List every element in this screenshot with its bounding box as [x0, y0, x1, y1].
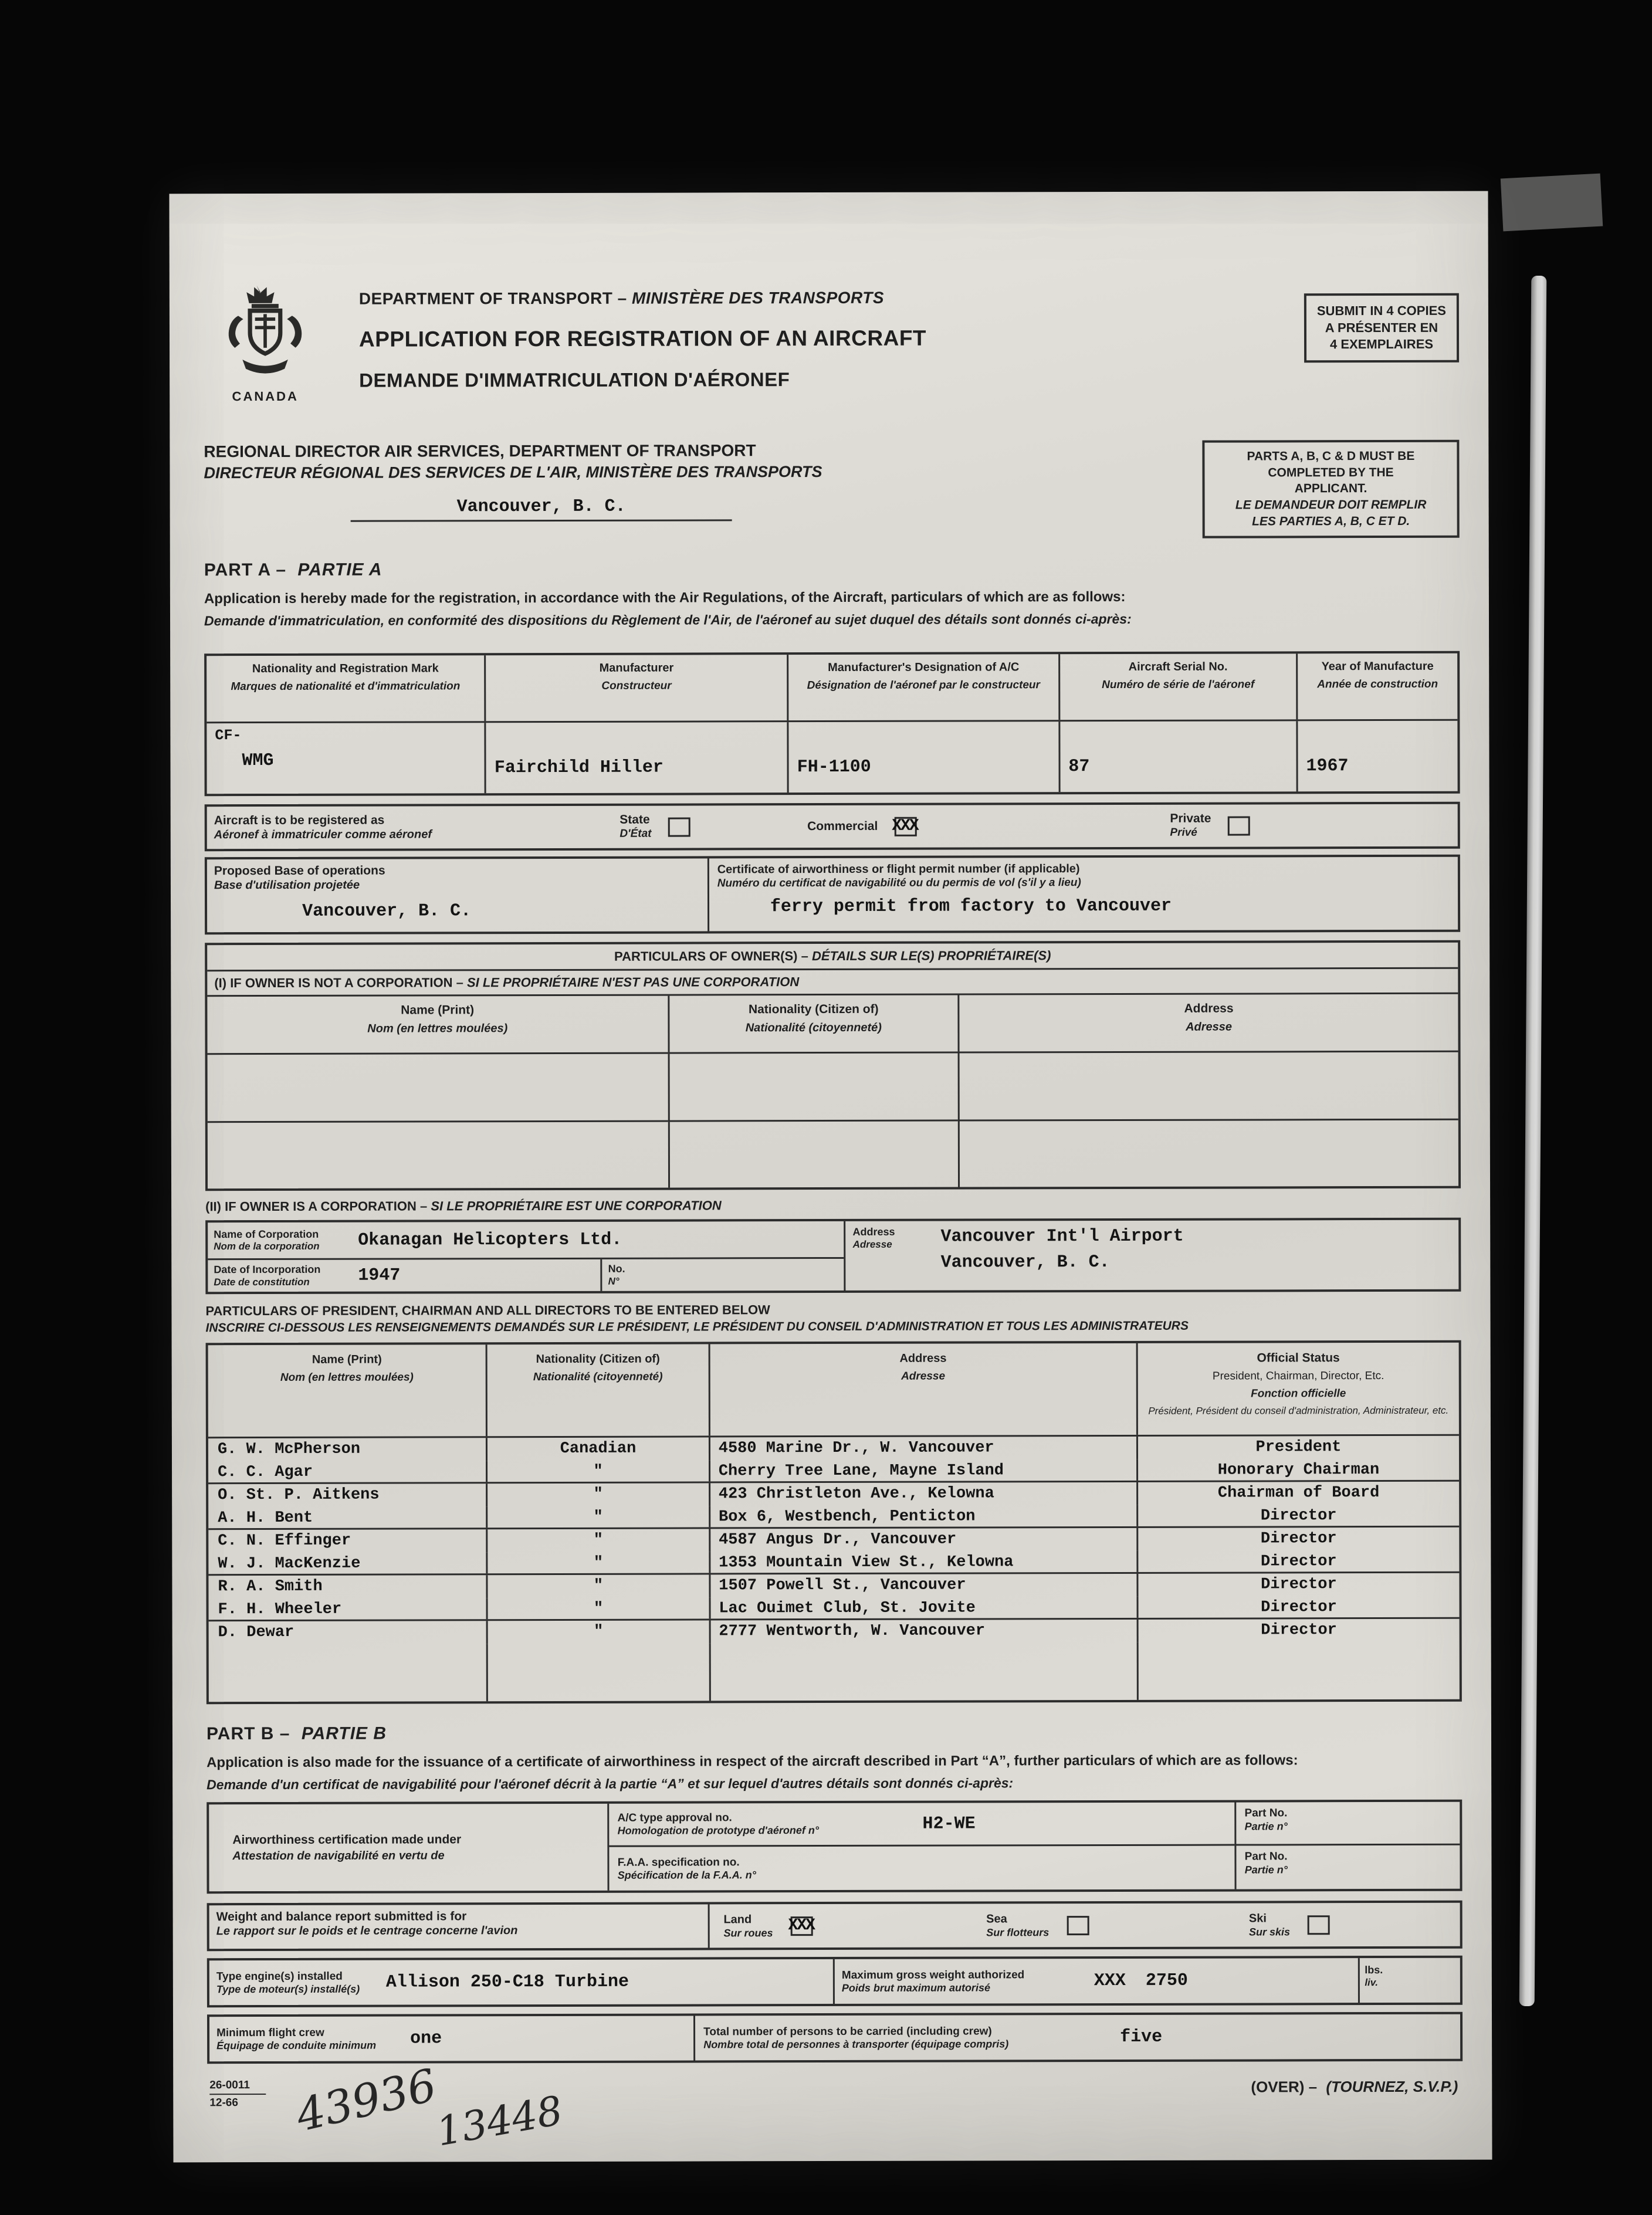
- engine-type-value: Allison 250-C18 Turbine: [385, 1972, 629, 1993]
- director-row: A. H. Bent " Box 6, Westbench, Penticton Director: [208, 1505, 1459, 1530]
- commercial-checkbox: [894, 817, 916, 836]
- part-no-cell-2: Part No. Partie n°: [1235, 1845, 1460, 1889]
- flight-permit-value: ferry permit from factory to Vancouver: [770, 896, 1172, 917]
- regional-line-fr: DIRECTEUR RÉGIONAL DES SERVICES DE L'AIR, MINISTÈRE DES TRANSPORTS: [204, 463, 822, 482]
- designation-value: FH-1100: [797, 757, 871, 778]
- director-row: O. St. P. Aitkens " 423 Christleton Ave., Kelowna Chairman of Board: [208, 1482, 1459, 1507]
- handwritten-number-1: 43936: [291, 2058, 442, 2142]
- ski-option: Ski Sur skis: [1235, 1903, 1460, 1947]
- aircraft-particulars-table: [204, 651, 1460, 796]
- commercial-option: Commercial XXX: [807, 817, 918, 835]
- canada-coat-of-arms: [222, 280, 309, 385]
- mgw-value: 2750: [1145, 1971, 1188, 1992]
- director-row: G. W. McPherson Canadian 4580 Marine Dr., W. Vancouver President: [208, 1436, 1459, 1461]
- region-field: [351, 496, 732, 521]
- director-row: F. H. Wheeler " Lac Ouimet Club, St. Jovite Director: [209, 1596, 1460, 1621]
- regional-line-en: REGIONAL DIRECTOR AIR SERVICES, DEPARTMENT OF TRANSPORT: [204, 441, 756, 461]
- weight-units-cell: lbs. liv.: [1365, 1964, 1383, 1988]
- mgw-xxx-mark: XXX: [1094, 1971, 1126, 1992]
- state-checkbox: [668, 817, 690, 836]
- director-row: D. Dewar " 2777 Wentworth, W. Vancouver Director: [209, 1619, 1460, 1644]
- form-paper: [169, 191, 1492, 2163]
- private-checkbox: [1227, 816, 1250, 835]
- land-checkbox: [790, 1916, 813, 1936]
- regional-director-block: [204, 440, 1459, 540]
- corporation-name-row: Name of Corporation Nom de la corporation Okanagan Helicopters Ltd.: [208, 1221, 844, 1260]
- serial-value: 87: [1068, 757, 1090, 777]
- owners-empty-row-2: [208, 1120, 1458, 1188]
- aircraft-table-values: [206, 721, 1457, 794]
- ski-checkbox: [1308, 1915, 1330, 1935]
- base-of-operations-row: Proposed Base of operations Base d'utilisation projetée Vancouver, B. C. Certificate of airworthiness or flight permit number (if applicable) Numéro du certificat de navigabilité ou du permis de vol (s'il y a lieu) ferry permit from factory to Vancouver: [205, 855, 1460, 935]
- form-footer: [207, 2058, 1463, 2160]
- directors-note-fr: INSCRIRE CI-DESSOUS LES RENSEIGNEMENTS DEMANDÉS SUR LE PRÉSIDENT, LE PRÉSIDENT DU CONSEIL D'ADMINISTRATION ET TOUS LES ADMINISTRATEURS: [205, 1319, 1189, 1335]
- land-xxx-mark: XXX: [788, 1916, 814, 1935]
- part-b-intro-en: Application is also made for the issuance of a certificate of airworthiness in respect of the aircraft described in Part “A”, further particulars of which are as follows:: [206, 1752, 1298, 1771]
- department-line: DEPARTMENT OF TRANSPORT – MINISTÈRE DES TRANSPORTS: [358, 288, 885, 308]
- part-b-intro-fr: Demande d'un certificat de navigabilité pour l'aéronef décrit à la partie “A” et sur lequel d'autres détails sont donnés ci-après:: [206, 1775, 1014, 1793]
- owners-table-header: Name (Print) Nom (en lettres moulées) Nationality (Citizen of) Nationalité (citoyenneté) Address Adresse: [207, 994, 1458, 1055]
- aircraft-table-header: Nationality and Registration Mark Marques de nationalité et d'immatriculation Manufacturer Constructeur Manufacturer's Designation of A/C Désignation de l'aéronef par le constructeur Aircraft Serial No. Numéro de série de l'aéronef Year of Manufacture Année de construction: [206, 653, 1457, 723]
- commercial-xxx-mark: XXX: [892, 817, 918, 835]
- over-label: (OVER) – (TOURNEZ, S.V.P.): [1251, 2078, 1458, 2096]
- corporation-address-value: Vancouver Int'l Airport Vancouver, B. C.: [940, 1227, 1184, 1273]
- scan-corner-artifact: [1501, 174, 1603, 232]
- directors-table-filler: [209, 1642, 1460, 1702]
- min-crew-value: one: [410, 2028, 442, 2049]
- owners-empty-row-1: [208, 1052, 1458, 1123]
- form-number: 26-0011 12-66: [209, 2079, 266, 2109]
- corporation-block: [205, 1218, 1461, 1294]
- corporation-number-cell: No. N°: [608, 1263, 625, 1287]
- type-approval-value: H2-WE: [922, 1814, 976, 1834]
- total-persons-value: five: [1120, 2027, 1163, 2048]
- manufacturer-value: Fairchild Hiller: [494, 757, 663, 778]
- title-column: [359, 279, 926, 392]
- form-header: [204, 278, 1459, 416]
- part-no-cell-1: Part No. Partie n°: [1234, 1802, 1460, 1846]
- parts-required-box: PARTS A, B, C & D MUST BE COMPLETED BY THE APPLICANT. LE DEMANDEUR DOIT REMPLIR LES PARTIES A, B, C ET D.: [1202, 440, 1459, 538]
- registered-as-row: Aircraft is to be registered as Aéronef à immatriculer comme aéronef State D'État Commercial XXX Private Privé: [205, 802, 1460, 851]
- owners-title: PARTICULARS OF OWNER(S) – DÉTAILS SUR LE(S) PROPRIÉTAIRE(S): [207, 943, 1458, 971]
- owners-subtitle-1: (I) IF OWNER IS NOT A CORPORATION – SI LE PROPRIÉTAIRE N'EST PAS UNE CORPORATION: [207, 969, 1458, 997]
- directors-table-header: Name (Print) Nom (en lettres moulées) Nationality (Citizen of) Nationalité (citoyenneté) Address Adresse Official Status President, Chairman, Director, Etc. Fonction officielle Président, Président du conseil d'administration, Administrateur, etc.: [208, 1343, 1459, 1438]
- corporation-address-cell: Address Adresse Vancouver Int'l Airport Vancouver, B. C.: [845, 1220, 1458, 1290]
- airworthiness-certification-block: Airworthiness certification made under Attestation de navigabilité en vertu de A/C type approval no. Homologation de prototype d'aéronef n° H2-WE Part No. Partie n° F.A.A. specification no. Spécification de la F.A.A. n° Part No. Partie n°: [206, 1800, 1462, 1894]
- owners-section: [205, 940, 1461, 1191]
- part-a-intro-en: Application is hereby made for the registration, in accordance with the Air Regulations, of the Aircraft, particulars of which are as follows:: [204, 588, 1126, 607]
- sea-option: Sea Sur flotteurs: [972, 1904, 1235, 1948]
- crest-column: [204, 280, 327, 404]
- scan-page-edge: [1519, 276, 1547, 2006]
- director-row: W. J. MacKenzie " 1353 Mountain View St., Kelowna Director: [208, 1550, 1459, 1576]
- incorporation-date-value: 1947: [358, 1265, 401, 1286]
- region-value: Vancouver, B. C.: [456, 496, 626, 517]
- corporation-name-value: Okanagan Helicopters Ltd.: [358, 1230, 622, 1251]
- registration-mark-value: CF- WMG: [215, 727, 274, 771]
- incorporation-date-cell: Date of Incorporation Date de constitution 1947: [208, 1259, 602, 1292]
- handwritten-number-2: 13448: [433, 2088, 566, 2156]
- canada-label: CANADA: [232, 388, 299, 404]
- crew-row: Minimum flight crew Équipage de conduite minimum one Total number of persons to be carried (including crew) Nombre total de personnes à transporter (équipage compris) five: [207, 2012, 1463, 2064]
- year-value: 1967: [1306, 756, 1349, 777]
- form-title-en: APPLICATION FOR REGISTRATION OF AN AIRCRAFT: [358, 326, 927, 351]
- form-title-fr: DEMANDE D'IMMATRICULATION D'AÉRONEF: [359, 368, 790, 391]
- director-row: C. C. Agar " Cherry Tree Lane, Mayne Island Honorary Chairman: [208, 1459, 1459, 1484]
- engines-row: Type engine(s) installed Type de moteur(s) installé(s) Allison 250-C18 Turbine Maximum gross weight authorized Poids brut maximum autorisé XXX 2750 lbs. liv.: [207, 1956, 1463, 2007]
- part-a-intro-fr: Demande d'immatriculation, en conformité des dispositions du Règlement de l'Air, de l'aéronef au sujet duquel des détails sont donnés ci-après:: [204, 611, 1132, 629]
- submit-copies-box: SUBMIT IN 4 COPIES A PRÉSENTER EN 4 EXEMPLAIRES: [1304, 293, 1459, 363]
- type-approval-cell: A/C type approval no. Homologation de prototype d'aéronef n° H2-WE: [609, 1803, 1234, 1847]
- state-option: State D'État: [620, 805, 807, 848]
- part-a-heading: PART A – PARTIE A: [204, 560, 382, 580]
- private-option: Private Privé: [1170, 804, 1458, 847]
- corporation-subtitle: (II) IF OWNER IS A CORPORATION – SI LE PROPRIÉTAIRE EST UNE CORPORATION: [205, 1198, 722, 1214]
- base-value: Vancouver, B. C.: [302, 901, 472, 922]
- part-b-heading: PART B – PARTIE B: [206, 1723, 387, 1744]
- directors-note-en: PARTICULARS OF PRESIDENT, CHAIRMAN AND ALL DIRECTORS TO BE ENTERED BELOW: [205, 1302, 770, 1318]
- land-option: Land Sur roues XXX: [723, 1913, 814, 1939]
- weight-balance-row: Weight and balance report submitted is for Le rapport sur le poids et le centrage concerne l'avion Land Sur roues XXX Sea Sur flotteurs Ski Sur skis: [207, 1901, 1463, 1951]
- faa-spec-cell: F.A.A. specification no. Spécification de la F.A.A. n°: [617, 1855, 756, 1881]
- director-row: C. N. Effinger " 4587 Angus Dr., Vancouver Director: [208, 1528, 1459, 1553]
- registration-form: [204, 278, 1463, 2156]
- directors-table: [206, 1340, 1462, 1704]
- sea-checkbox: [1067, 1916, 1089, 1935]
- director-row: R. A. Smith " 1507 Powell St., Vancouver Director: [208, 1573, 1459, 1598]
